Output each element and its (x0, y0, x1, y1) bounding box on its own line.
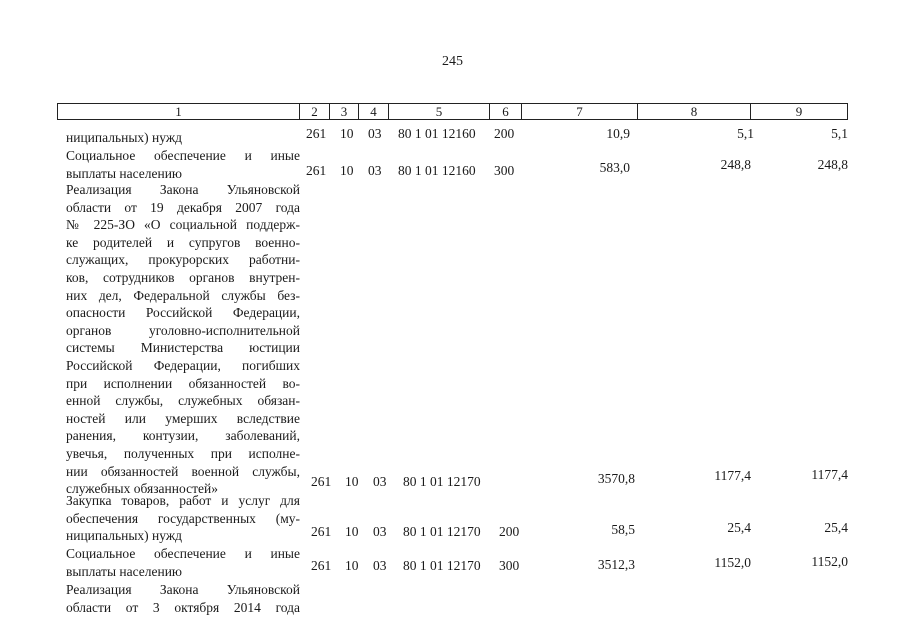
col-pr: 03 (368, 163, 382, 178)
description-line: ниципальных) нужд (66, 528, 183, 544)
col-vr: 200 (499, 524, 520, 539)
col-pr: 03 (368, 126, 382, 141)
col-pr: 03 (373, 524, 387, 539)
col-8-value: 248,8 (720, 157, 751, 172)
col-csr: 80 1 01 12160 (398, 163, 476, 178)
description-line: енной службы, служебных обязан- (66, 393, 300, 409)
header-col-9: 9 (795, 104, 803, 119)
col-csr: 80 1 01 12170 (403, 474, 481, 489)
table-row (0, 157, 905, 178)
col-7-value: 10,9 (606, 126, 630, 141)
col-9-value: 25,4 (824, 520, 848, 535)
row-description (66, 581, 300, 616)
header-col-3: 3 (330, 104, 359, 119)
description-line: служащих, прокурорских работни- (66, 252, 300, 268)
description-line: служебных обязанностей» (66, 481, 218, 497)
col-gl: 261 (311, 558, 332, 573)
description-line: ностей или умерших вследствие (66, 410, 300, 426)
col-7-value: 3570,8 (597, 471, 635, 486)
description-line: выплаты населению (66, 563, 183, 579)
col-9-value: 1152,0 (811, 554, 848, 569)
description-line: № 225-ЗО «О социальной поддерж- (66, 217, 300, 233)
description-line: ков, сотрудников органов внутрен- (66, 269, 300, 285)
col-8-value: 1152,0 (714, 555, 751, 570)
description-line: ке родителей и супругов военно- (66, 234, 300, 250)
col-8-value: 25,4 (727, 520, 751, 535)
col-pr: 03 (373, 474, 387, 489)
col-rz: 10 (340, 163, 354, 178)
table-header (57, 103, 848, 120)
header-col-5: 5 (389, 104, 490, 119)
col-7-value: 3512,3 (597, 557, 635, 572)
col-9-value: 1177,4 (811, 467, 848, 482)
col-rz: 10 (345, 474, 359, 489)
col-vr: 200 (494, 126, 515, 141)
col-7-value: 583,0 (599, 160, 630, 175)
description-line: выплаты населению (66, 165, 183, 181)
description-line: органов уголовно-исполнительной (66, 322, 300, 338)
col-csr: 80 1 01 12160 (398, 126, 476, 141)
col-gl: 261 (306, 126, 327, 141)
description-line: опасности Российской Федерации, (66, 305, 300, 321)
description-line: Социальное обеспечение и иные (66, 546, 300, 561)
col-csr: 80 1 01 12170 (403, 524, 481, 539)
description-line: нии обязанностей военной службы, (66, 463, 300, 479)
description-line: Закупка товаров, работ и услуг для (66, 493, 300, 508)
header-col-8: 8 (638, 104, 751, 119)
page-number: 245 (442, 54, 463, 69)
description-line: при исполнении обязанностей во- (66, 375, 300, 391)
row-description (66, 181, 300, 498)
col-gl: 261 (311, 474, 332, 489)
col-8-value: 1177,4 (714, 468, 751, 483)
description-line: Реализация Закона Ульяновской (66, 582, 300, 597)
col-rz: 10 (345, 558, 359, 573)
header-col-6: 6 (490, 104, 522, 119)
header-col-7: 7 (522, 104, 638, 119)
col-7-value: 58,5 (611, 522, 635, 537)
description-line: ниципальных) нужд (66, 130, 183, 145)
description-line: увечья, полученных при исполне- (66, 445, 300, 461)
description-line: области от 3 октября 2014 года (66, 599, 300, 615)
header-col-4: 4 (359, 104, 389, 119)
header-col-1: 1 (58, 104, 300, 119)
col-9-value: 248,8 (817, 157, 848, 172)
col-vr: 300 (494, 163, 515, 178)
table-row (0, 126, 905, 142)
description-line: них дел, Федеральной службы без- (66, 287, 300, 303)
table-row (0, 554, 905, 574)
description-line: системы Министерства юстиции (66, 340, 300, 356)
col-9-value: 5,1 (831, 126, 848, 141)
col-gl: 261 (311, 524, 332, 539)
col-pr: 03 (373, 558, 387, 573)
col-vr: 300 (499, 558, 520, 573)
col-rz: 10 (345, 524, 359, 539)
col-rz: 10 (340, 126, 354, 141)
description-line: Социальное обеспечение и иные (66, 148, 300, 163)
col-gl: 261 (306, 163, 327, 178)
col-csr: 80 1 01 12170 (403, 558, 481, 573)
description-line: обеспечения государственных (му- (66, 510, 300, 526)
description-line: области от 19 декабря 2007 года (66, 199, 300, 215)
description-line: ранения, контузии, заболеваний, (66, 428, 300, 444)
table-row (0, 520, 905, 540)
col-8-value: 5,1 (737, 126, 754, 141)
description-line: Реализация Закона Ульяновской (66, 182, 300, 197)
description-line: Российской Федерации, погибших (66, 357, 300, 373)
header-col-2: 2 (300, 104, 330, 119)
